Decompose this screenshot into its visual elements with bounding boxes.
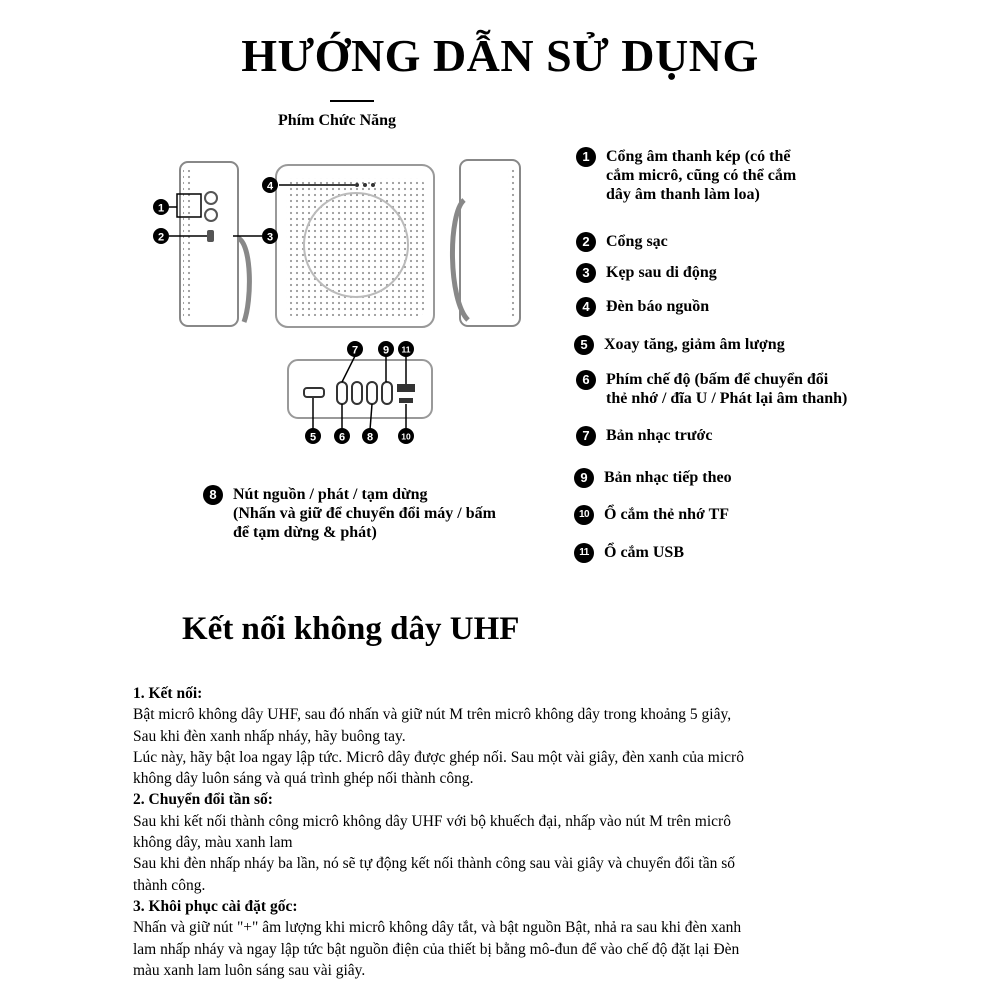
svg-text:3: 3 bbox=[266, 231, 274, 244]
feature-text: Nút nguồn / phát / tạm dừng (Nhấn và giữ để chuyển đổi máy / bấm để tạm dừng & phát) bbox=[233, 486, 496, 541]
diagram-marker-9 bbox=[378, 341, 394, 357]
svg-text:2: 2 bbox=[157, 231, 165, 244]
feature-text: Bản nhạc tiếp theo bbox=[604, 469, 732, 486]
prev-button bbox=[352, 382, 362, 404]
diagram-marker-4 bbox=[262, 177, 278, 193]
feature-text: Bản nhạc trước bbox=[606, 427, 713, 444]
step-line: Bật micrô không dây UHF, sau đó nhấn và giữ nút M trên micrô không dây trong khoảng 5 giây, bbox=[133, 706, 732, 724]
number-badge: 5 bbox=[574, 335, 594, 355]
audio-jack-1 bbox=[205, 192, 217, 204]
step-line: thành công. bbox=[133, 876, 206, 894]
diagram-marker-8 bbox=[362, 428, 378, 444]
feature-text: Xoay tăng, giảm âm lượng bbox=[604, 336, 785, 353]
feature-text: Ổ cắm USB bbox=[604, 544, 684, 561]
feature-text: Cổng sạc bbox=[606, 233, 668, 250]
back-clip bbox=[238, 238, 249, 322]
step-line: màu xanh lam luôn sáng sau vài giây. bbox=[133, 961, 366, 979]
number-badge: 1 bbox=[576, 147, 596, 167]
diagram-marker-11 bbox=[398, 341, 414, 357]
feature-text: Kẹp sau di động bbox=[606, 264, 717, 281]
feature-item-6 bbox=[576, 370, 847, 408]
speaker-diagram bbox=[140, 150, 560, 450]
svg-text:11: 11 bbox=[401, 344, 411, 355]
step-heading-connect: 1. Kết nối: bbox=[133, 685, 203, 702]
feature-text: Đèn báo nguồn bbox=[606, 298, 710, 315]
step-line: Sau khi kết nối thành công micrô không dây UHF với bộ khuếch đại, nhấp vào nút M trên micrô bbox=[133, 812, 731, 830]
feature-item-11 bbox=[574, 543, 684, 563]
svg-text:6: 6 bbox=[338, 431, 346, 444]
feature-item-3 bbox=[576, 263, 717, 283]
step-line: Sau khi đèn xanh nhấp nháy, hãy buông tay. bbox=[133, 727, 406, 745]
number-badge: 2 bbox=[576, 232, 596, 252]
number-badge: 6 bbox=[576, 370, 596, 390]
svg-text:4: 4 bbox=[266, 180, 274, 193]
diagram-marker-2 bbox=[153, 228, 169, 244]
feature-item-9 bbox=[574, 468, 732, 488]
step-line: Sau khi đèn nhấp nháy ba lần, nó sẽ tự động kết nối thành công sau vài giây và chuyển đổi tần số bbox=[133, 855, 736, 873]
step-line: không dây, màu xanh lam bbox=[133, 834, 293, 852]
volume-knob bbox=[304, 388, 324, 397]
step-line: không dây luôn sáng và quá trình ghép nối thành công. bbox=[133, 770, 474, 788]
uhf-instructions bbox=[133, 683, 873, 981]
diagram-marker-7 bbox=[347, 341, 363, 357]
tf-card-slot bbox=[399, 398, 413, 403]
diagram-marker-3 bbox=[262, 228, 278, 244]
number-badge: 3 bbox=[576, 263, 596, 283]
power-indicator bbox=[355, 183, 359, 187]
next-button bbox=[382, 382, 392, 404]
diagram-marker-5 bbox=[305, 428, 321, 444]
diagram-marker-6 bbox=[334, 428, 350, 444]
svg-text:8: 8 bbox=[366, 431, 374, 444]
number-badge: 9 bbox=[574, 468, 594, 488]
diagram-marker-10 bbox=[398, 428, 414, 444]
svg-text:9: 9 bbox=[382, 344, 390, 357]
feature-text: Phím chế độ (bấm để chuyển đổi thẻ nhớ / đĩa U / Phát lại âm thanh) bbox=[606, 371, 848, 407]
step-line: Lúc này, hãy bật loa ngay lập tức. Micrô dây được ghép nối. Sau một vài giây, đèn xanh của micrô bbox=[133, 748, 744, 766]
diagram-marker-1 bbox=[153, 199, 169, 215]
step-heading-frequency: 2. Chuyển đổi tần số: bbox=[133, 791, 273, 809]
number-badge: 4 bbox=[576, 297, 596, 317]
feature-text: Ổ cắm thẻ nhớ TF bbox=[604, 506, 730, 523]
number-badge: 10 bbox=[574, 505, 594, 525]
feature-item-10 bbox=[574, 505, 729, 525]
svg-text:7: 7 bbox=[351, 344, 359, 357]
number-badge: 8 bbox=[203, 485, 223, 505]
function-keys-subtitle: Phím Chức Năng bbox=[278, 112, 397, 129]
number-badge: 11 bbox=[574, 543, 594, 563]
audio-jack-2 bbox=[205, 209, 217, 221]
feature-item-8 bbox=[203, 485, 496, 542]
feature-item-5 bbox=[574, 335, 785, 355]
speaker-right-view bbox=[452, 160, 520, 326]
svg-text:10: 10 bbox=[401, 431, 411, 442]
number-badge: 7 bbox=[576, 426, 596, 446]
mode-button bbox=[337, 382, 347, 404]
feature-item-4 bbox=[576, 297, 709, 317]
speaker-top-view bbox=[288, 360, 432, 418]
power-play-button bbox=[367, 382, 377, 404]
speaker-front-view bbox=[276, 165, 434, 327]
svg-text:1: 1 bbox=[157, 202, 165, 215]
svg-text:5: 5 bbox=[309, 431, 317, 444]
step-line: Nhấn và giữ nút "+" âm lượng khi micrô không dây tắt, và bật nguồn Bật, nhả ra sau khi đèn xanh bbox=[133, 919, 742, 937]
feature-item-1 bbox=[576, 147, 796, 204]
step-heading-factory-reset: 3. Khôi phục cài đặt gốc: bbox=[133, 897, 298, 915]
feature-item-2 bbox=[576, 232, 668, 252]
usb-slot bbox=[397, 384, 415, 392]
page-title: HƯỚNG DẪN SỬ DỤNG bbox=[241, 30, 759, 81]
feature-item-7 bbox=[576, 426, 712, 446]
title-divider bbox=[330, 100, 374, 102]
step-line: lam nhấp nháy và ngay lập tức bật nguồn điện của thiết bị bằng mô-đun để vào chế độ đặt lại Đèn bbox=[133, 940, 740, 958]
charging-port bbox=[207, 230, 214, 242]
speaker-left-view bbox=[177, 162, 249, 326]
feature-text: Cổng âm thanh kép (có thể cắm micrô, cũng có thể cắm dây âm thanh làm loa) bbox=[606, 148, 797, 203]
uhf-section-title: Kết nối không dây UHF bbox=[182, 611, 520, 647]
